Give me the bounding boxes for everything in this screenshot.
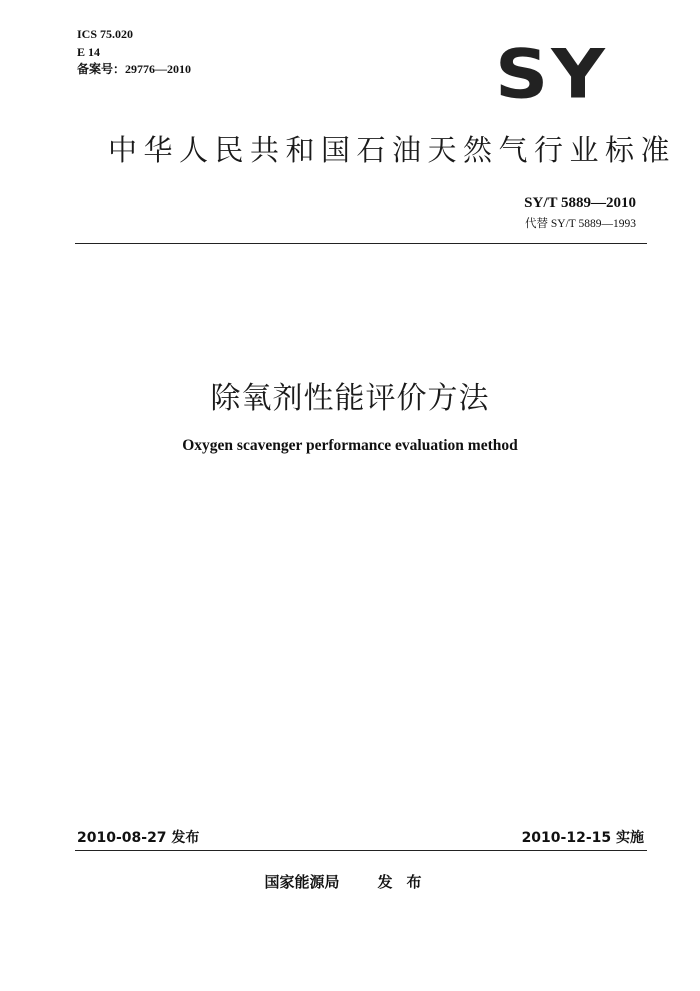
implementation-date: 2010-12-15 实施	[521, 830, 644, 846]
class-code: E 14	[77, 44, 101, 59]
document-title-chinese: 除氧剂性能评价方法	[210, 381, 490, 416]
standard-number-block	[524, 194, 636, 232]
issue-date: 2010-08-27 发布	[77, 830, 200, 846]
top-divider	[75, 243, 647, 244]
sy-logo-text: SY	[495, 34, 608, 114]
publisher-name: 国家能源局	[264, 873, 340, 891]
sy-logo	[495, 34, 620, 114]
replaces-standard: 代替 SY/T 5889—1993	[525, 218, 636, 230]
record-number: 备案号：29776—2010	[77, 62, 192, 76]
bottom-divider	[75, 850, 647, 851]
publish-action: 发布	[377, 873, 436, 891]
document-title-english: Oxygen scavenger performance evaluation method	[182, 437, 518, 454]
standard-code: SY/T 5889—2010	[524, 195, 636, 211]
publisher-line	[0, 871, 700, 892]
ics-code: ICS 75.020	[77, 27, 134, 41]
classification-block	[77, 26, 191, 79]
industry-standard-title: 中华人民共和国石油天然气行业标准	[108, 133, 677, 167]
